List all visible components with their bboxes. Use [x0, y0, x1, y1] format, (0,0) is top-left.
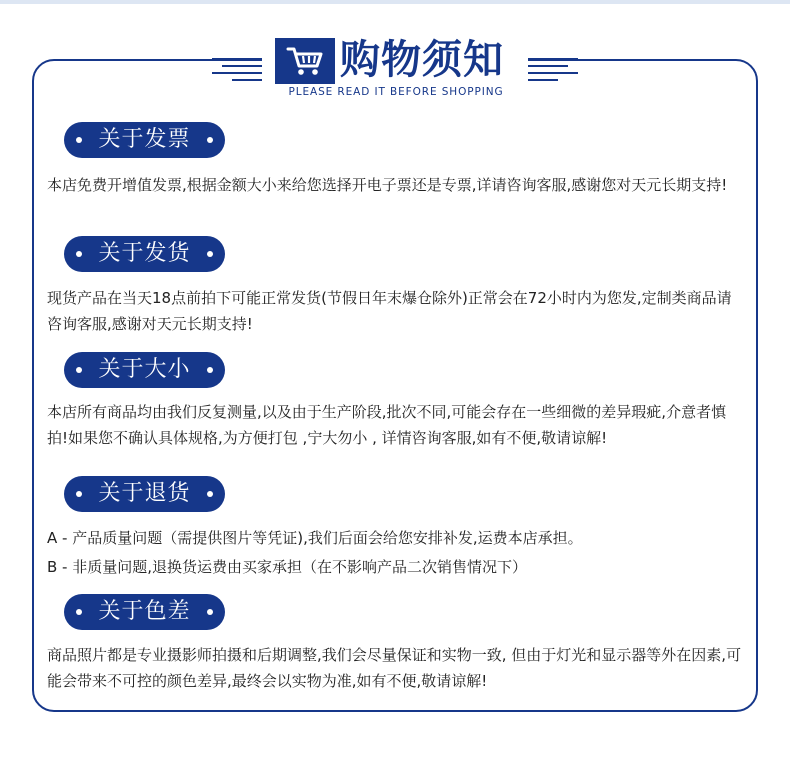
section-heading-label: 关于色差	[98, 599, 191, 624]
bullet-dot	[207, 609, 213, 615]
top-divider	[0, 0, 790, 4]
bullet-dot	[207, 491, 213, 497]
section-text-invoice: 本店免费开增值发票,根据金额大小来给您选择开电子票还是专票,详请咨询客服,感谢您对天元长期支持!	[47, 176, 728, 194]
header-decor-line	[212, 58, 262, 60]
section-heading-label: 关于大小	[98, 357, 191, 382]
header-decor-line	[528, 72, 578, 74]
section-heading-returns	[64, 476, 225, 512]
bullet-dot	[207, 251, 213, 257]
header-decor-line	[528, 79, 558, 81]
header-decor-line	[528, 58, 578, 60]
bullet-dot	[207, 137, 213, 143]
section-heading-color	[64, 594, 225, 630]
header-decor-line	[232, 79, 262, 81]
section-heading-label: 关于发货	[98, 241, 191, 266]
header-decor-line	[528, 65, 568, 67]
page-subtitle: PLEASE READ IT BEFORE SHOPPING	[288, 86, 504, 98]
bullet-dot	[207, 367, 213, 373]
section-heading-shipping	[64, 236, 225, 272]
section-heading-size	[64, 352, 225, 388]
header-decor-line	[212, 72, 262, 74]
shopping-cart-icon	[275, 38, 335, 84]
section-heading-label: 关于发票	[98, 127, 191, 152]
section-text-color: 商品照片都是专业摄影师拍摄和后期调整,我们会尽量保证和实物一致, 但由于灯光和显示器等外在因素,可能会带来不可控的颜色差异,最终会以实物为准,如有不便,敬请谅解!	[47, 646, 742, 690]
header-decor-line	[222, 65, 262, 67]
section-heading-invoice	[64, 122, 225, 158]
page-title: 购物须知	[340, 37, 504, 83]
section-heading-label: 关于退货	[98, 481, 191, 506]
section-text-returns-b: B - 非质量问题,退换货运费由买家承担（在不影响产品二次销售情况下）	[47, 558, 528, 576]
section-text-returns-a: A - 产品质量问题（需提供图片等凭证),我们后面会给您安排补发,运费本店承担。	[47, 529, 583, 547]
section-text-shipping: 现货产品在当天18点前拍下可能正常发货(节假日年末爆仓除外)正常会在72小时内为您发,定制类商品请咨询客服,感谢对天元长期支持!	[47, 289, 732, 333]
section-text-size: 本店所有商品均由我们反复测量,以及由于生产阶段,批次不同,可能会存在一些细微的差异瑕疵,介意者慎拍!如果您不确认具体规格,为方便打包 ,宁大勿小 , 详情咨询客服,如有不便,敬请谅解!	[47, 403, 727, 447]
